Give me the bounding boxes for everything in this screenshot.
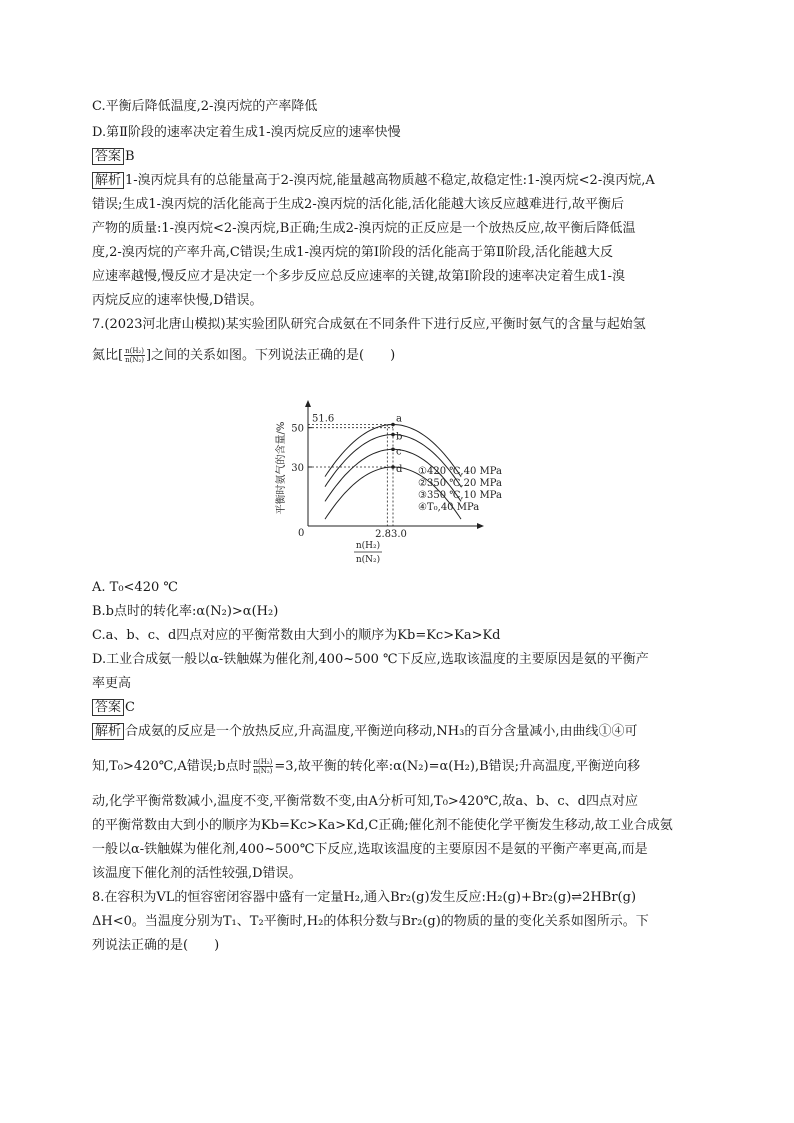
q8-stem-line-2: ΔH<0。当温度分别为T₁、T₂平衡时,H₂的体积分数与Br₂(g)的物质的量的变化关系如图所示。下 — [92, 914, 649, 929]
ammonia-equilibrium-chart — [268, 398, 528, 570]
q7-analysis-line-2: 知,T₀>420℃,A错误;b点时 $\frac{\text{n(H₂)}}{\text{n(N₂)}}$ =3,故平衡的转化率:α(N₂)=α(H₂),B错误;升高温度,平衡逆向移 — [92, 758, 641, 775]
point-a — [391, 423, 395, 427]
ref-label-51-6: 51.6 — [312, 413, 335, 425]
x-axis-label-denominator: n(N₂) — [355, 555, 381, 565]
point-b — [391, 433, 395, 437]
q7-stem-line-2: 氮比[ $\frac{\text{n(H₂)}}{\text{n(N₂)}}$ ]之间的关系如图。下列说法正确的是( ) — [92, 347, 396, 364]
q8-stem-line-1: 8.在容积为VL的恒容密闭容器中盛有一定量H₂,通入Br₂(g)发生反应:H₂(g)+Br₂(g)⇌2HBr(g) — [92, 890, 637, 905]
q8-stem-line-3: 列说法正确的是( ) — [92, 938, 220, 953]
q6-analysis-line-1: 解析 1-溴丙烷具有的总能量高于2-溴丙烷,能量越高物质越不稳定,故稳定性:1-溴丙烷<2-溴丙烷,A — [92, 172, 655, 190]
ratio-fraction: $\frac{\text{n(H₂)}}{\text{n(N₂)}}$ — [125, 347, 144, 364]
q6-analysis-line-5: 应速率越慢,慢反应才是决定一个多步反应总反应速率的关键,故第Ⅰ阶段的速率决定着生成1-溴 — [92, 269, 626, 284]
q6-answer — [92, 148, 135, 166]
point-label-d: d — [396, 464, 403, 475]
legend-item-1: ①420 ℃,40 MPa — [418, 466, 502, 477]
q6-analysis-line-3: 产物的质量:1-溴丙烷<2-溴丙烷,B正确;生成2-溴丙烷的正反应是一个放热反应,故平衡后降低温 — [92, 221, 636, 236]
q7-analysis-line-3: 动,化学平衡常数减小,温度不变,平衡常数不变,由A分析可知,T₀>420℃,故a、b、c、d四点对应 — [92, 794, 638, 809]
q7-analysis-line-5: 一般以α-铁触媒为催化剂,400~500℃下反应,选取该温度的主要原因不是氨的平衡产率更高,而是 — [92, 842, 648, 857]
answer-value: B — [125, 149, 135, 164]
x-axis-label-numerator: n(H₂) — [355, 541, 381, 551]
q7-answer — [92, 699, 135, 717]
point-label-c: c — [396, 446, 402, 458]
q7-option-b: B.b点时的转化率:α(N₂)>α(H₂) — [92, 604, 279, 619]
q7-analysis-line-4: 的平衡常数由大到小的顺序为Kb=Kc>Ka>Kd,C正确;催化剂不能使化学平衡发生移动,故工业合成氨 — [92, 818, 673, 833]
y-axis-arrow — [305, 400, 311, 407]
legend-item-2: ②350 ℃,20 MPa — [418, 478, 502, 489]
y-tick-label: 30 — [291, 463, 304, 474]
q6-analysis-line-6: 丙烷反应的速率快慢,D错误。 — [92, 293, 263, 308]
q7-analysis-line-6: 该温度下催化剂的活性较强,D错误。 — [92, 866, 302, 881]
analysis-tag: 解析 — [92, 723, 124, 740]
x-tick-label: 2.83.0 — [375, 529, 407, 540]
q7-option-d-line-1: D.工业合成氨一般以α-铁触媒为催化剂,400~500 ℃下反应,选取该温度的主要原因是氨的平衡产 — [92, 652, 649, 667]
legend-item-4: ④T₀,40 MPa — [418, 502, 480, 513]
y-axis-label: 平衡时氨气的含量/% — [276, 421, 287, 515]
analysis-tag: 解析 — [92, 172, 124, 189]
answer-tag: 答案 — [92, 699, 124, 716]
q6-analysis-line-2: 错误;生成1-溴丙烷的活化能高于生成2-溴丙烷的活化能,活化能越大该反应越难进行,故平衡后 — [92, 197, 624, 212]
answer-tag: 答案 — [92, 148, 124, 165]
origin-label: 0 — [298, 528, 305, 539]
q7-option-a: A. T₀<420 ℃ — [92, 580, 178, 595]
point-c — [391, 448, 395, 452]
q6-option-c: C.平衡后降低温度,2-溴丙烷的产率降低 — [92, 99, 318, 114]
q7-option-d-line-2: 率更高 — [92, 676, 132, 691]
point-label-b: b — [396, 431, 403, 443]
point-label-a: a — [396, 413, 402, 425]
ratio-fraction-inline: $\frac{\text{n(H₂)}}{\text{n(N₂)}}$ — [253, 758, 273, 775]
y-tick-label: 50 — [291, 423, 304, 435]
point-d — [391, 465, 395, 469]
x-axis-arrow — [477, 523, 484, 529]
q6-analysis-line-4: 度,2-溴丙烷的产率升高,C错误;生成1-溴丙烷的第Ⅰ阶段的活化能高于第Ⅱ阶段,活化能越大反 — [92, 245, 614, 260]
legend-item-3: ③350 ℃,10 MPa — [418, 490, 502, 501]
answer-value: C — [125, 700, 135, 715]
q7-option-c: C.a、b、c、d四点对应的平衡常数由大到小的顺序为Kb=Kc>Ka>Kd — [92, 628, 501, 643]
q7-analysis-line-1: 解析 合成氨的反应是一个放热反应,升高温度,平衡逆向移动,NH₃的百分含量减小,由曲线①④可 — [92, 723, 637, 741]
q7-stem-line-1: 7.(2023河北唐山模拟)某实验团队研究合成氨在不同条件下进行反应,平衡时氨气的含量与起始氢 — [92, 317, 646, 332]
q6-option-d: D.第Ⅱ阶段的速率决定着生成1-溴丙烷反应的速率快慢 — [92, 125, 401, 140]
